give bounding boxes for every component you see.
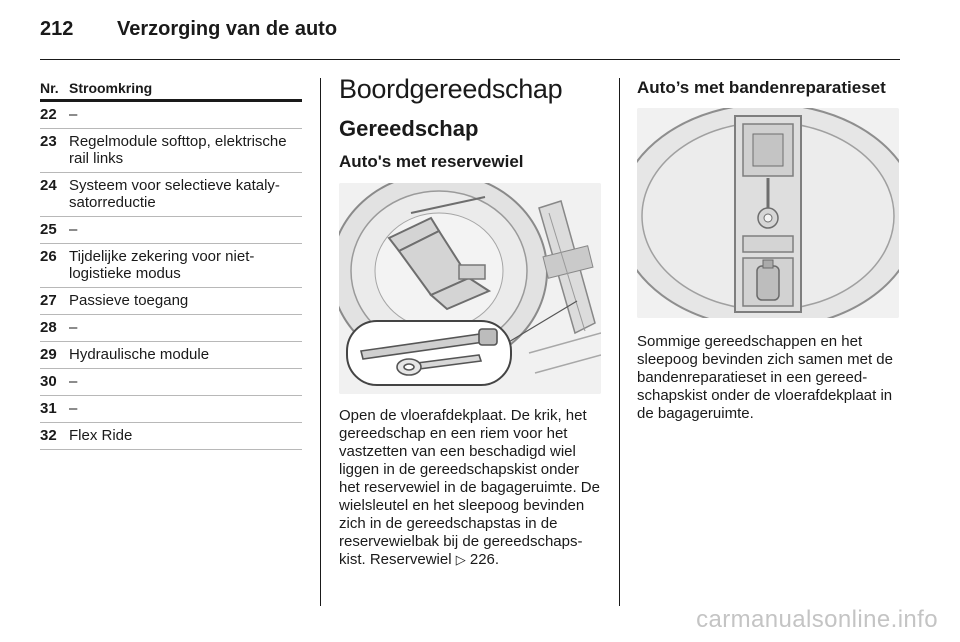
fuse-circuit: Regelmodule softtop, elektrische rail links (69, 133, 287, 167)
fuse-circuit: Systeem voor selectieve katalysatorreductie (69, 177, 280, 211)
fuse-circuit: – (69, 373, 78, 390)
fuse-circuit: Flex Ride (69, 427, 133, 444)
section-title: Boordgereedschap (339, 74, 563, 104)
section-subtitle: Gereedschap (339, 116, 479, 141)
page-number: 212 (40, 18, 74, 40)
fuse-number: 29 (40, 346, 57, 363)
spare-wheel-heading: Auto's met reservewiel (339, 152, 524, 171)
fuse-number: 30 (40, 373, 57, 390)
repair-kit-paragraph: Sommige gereedschappen en het sleepoog bevinden zich samen met de bandenreparatieset in een gereedschapskist onder de vloerafdekplaat in de bagageruimte. (637, 333, 893, 422)
table-row (40, 217, 302, 244)
column-header-circuit: Stroomkring (69, 80, 153, 96)
column-divider-2 (619, 78, 620, 606)
fuse-table-body (40, 102, 302, 450)
column-header-nr: Nr. (40, 80, 59, 96)
fuse-number: 32 (40, 427, 57, 444)
fuse-number: 24 (40, 177, 57, 194)
table-row (40, 288, 302, 315)
header-rule (40, 59, 900, 60)
fuse-number: 28 (40, 319, 57, 336)
table-row (40, 423, 302, 450)
table-row (40, 173, 302, 217)
spare-wheel-page-reference: 226. (469, 551, 500, 568)
table-row (40, 369, 302, 396)
fuse-circuit: Hydraulische module (69, 346, 210, 363)
table-row (40, 102, 302, 129)
fuse-circuit: – (69, 221, 78, 238)
spare-wheel-text: Open de vloerafdekplaat. De krik, het gereedschap en een riem voor het vastzetten van een beschadigd wiel liggen in de gereedschapskist onder het reservewiel in de bagageruimte. De wielsleutel en het sleepoog bevinden zich in de gereedschapstas in de reservewielbak bij de gereedschapskist. Reservewiel (339, 407, 600, 568)
fuse-number: 26 (40, 248, 57, 265)
fuse-number: 23 (40, 133, 57, 150)
fuse-circuit: Tijdelijke zekering voor niet-logistieke modus (69, 248, 255, 282)
spare-wheel-paragraph (339, 407, 604, 569)
table-row (40, 129, 302, 173)
spare-wheel-tools-illustration (339, 183, 601, 394)
fuse-number: 22 (40, 106, 57, 123)
column-divider-1 (320, 78, 321, 606)
running-title: Verzorging van de auto (117, 18, 338, 40)
fuse-table (40, 80, 302, 450)
table-row (40, 244, 302, 288)
fuse-circuit: – (69, 400, 78, 417)
fuse-table-header (40, 80, 302, 102)
page-reference-arrow-icon: ▷ (455, 552, 466, 567)
fuse-number: 27 (40, 292, 57, 309)
table-row (40, 315, 302, 342)
fuse-number: 31 (40, 400, 57, 417)
table-row (40, 342, 302, 369)
tyre-repair-kit-illustration (637, 108, 899, 318)
watermark: carmanualsonline.info (696, 606, 938, 633)
fuse-circuit: – (69, 319, 78, 336)
repair-kit-heading: Auto’s met bandenreparatieset (637, 78, 886, 97)
fuse-circuit: – (69, 106, 78, 123)
table-row (40, 396, 302, 423)
fuse-circuit: Passieve toegang (69, 292, 189, 309)
fuse-number: 25 (40, 221, 57, 238)
